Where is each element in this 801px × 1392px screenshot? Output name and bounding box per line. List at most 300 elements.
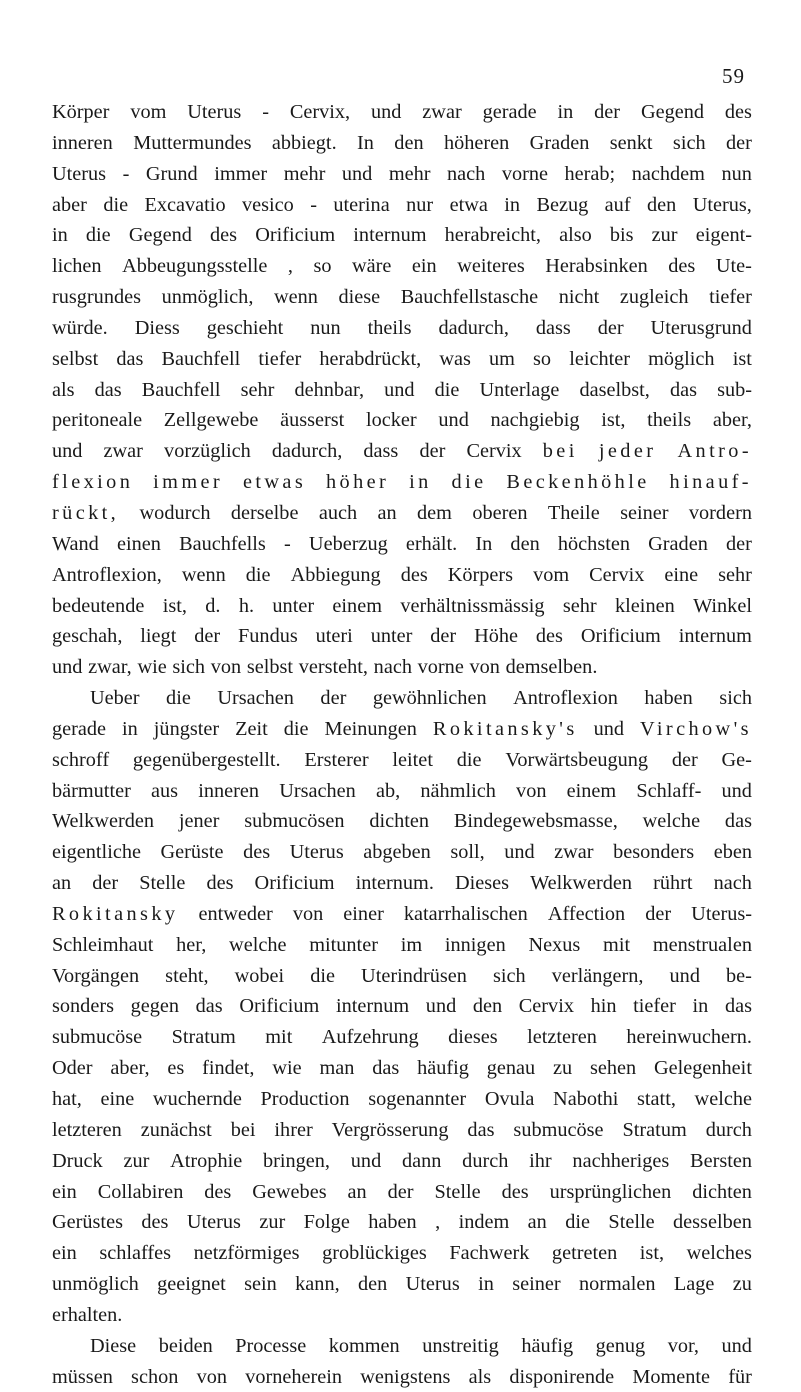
word: einer [343, 902, 384, 925]
word: der [725, 131, 752, 154]
text-line [52, 375, 752, 406]
word: sich [719, 687, 752, 710]
word: lichen [52, 255, 102, 278]
word: Gegend [640, 101, 705, 123]
word: Bezug [536, 193, 589, 216]
word: Uterindrüsen [361, 964, 467, 987]
word: nähmlich [420, 779, 496, 802]
word: inneren [52, 131, 113, 154]
word: des [204, 1180, 232, 1203]
word: auch [318, 501, 358, 524]
word: wodurch [139, 501, 211, 524]
word: von [469, 656, 500, 679]
word: und [721, 779, 752, 802]
word: der [671, 748, 698, 771]
word: und [371, 101, 402, 123]
word: zunächst [140, 1118, 212, 1141]
word: ursprünglichen [549, 1180, 672, 1203]
word: die [283, 717, 309, 740]
word: Gerüste [160, 841, 224, 864]
word: liegt [140, 625, 177, 648]
word: welche [229, 933, 287, 956]
word: haben [368, 1211, 417, 1234]
word: also [559, 224, 592, 247]
word: selbst [52, 347, 99, 370]
word: dadurch, [438, 316, 509, 339]
word: müssen [52, 1365, 113, 1388]
word: getreten [551, 1242, 618, 1265]
word: des [668, 255, 696, 278]
word: Fundus [238, 625, 298, 648]
word: häufig [521, 1334, 574, 1357]
word: wie [137, 656, 167, 679]
word: Orificium [254, 872, 335, 895]
word: ein [52, 1180, 77, 1203]
body-text [52, 97, 752, 1392]
word: wenn [181, 563, 226, 586]
word: mitunter [309, 933, 378, 956]
word: internum. [355, 872, 434, 895]
word: Vergrösserung [331, 1118, 449, 1141]
word: von [516, 779, 547, 802]
word: Stratum [622, 1118, 687, 1141]
word: Beckenhöhle [506, 471, 650, 494]
word: Atrophie [170, 1149, 243, 1172]
word: unmöglich [52, 1273, 139, 1296]
word: Orificium [255, 224, 336, 247]
word: uterina [333, 193, 390, 216]
word: Antroflexion, [52, 563, 162, 586]
word: höher [326, 471, 390, 494]
word: desselben [673, 1211, 752, 1234]
word: nachdem [631, 162, 705, 185]
word: bedeutende [52, 594, 145, 617]
word: uteri [315, 625, 353, 648]
word: Wand [52, 532, 99, 555]
word: netzförmiges [193, 1242, 300, 1265]
word: und [52, 656, 83, 679]
word: immer [214, 162, 268, 185]
text-line [52, 1146, 752, 1177]
word: statt, [637, 1088, 676, 1110]
word: das [195, 995, 223, 1018]
word: findet, [202, 1057, 255, 1080]
word: Vorwärtsbeugung [505, 748, 649, 771]
word: dichten [692, 1180, 752, 1203]
word: her, [176, 933, 207, 956]
word: Cervix, [289, 101, 351, 123]
word: zur [259, 1211, 286, 1234]
word: von [196, 1365, 227, 1388]
text-line [52, 190, 752, 221]
word: des [210, 224, 238, 247]
word: Stelle [139, 872, 186, 895]
word: Grund [145, 162, 198, 185]
word: daselbst, [579, 378, 650, 401]
word: durch [705, 1118, 752, 1141]
word: schroff [52, 748, 110, 771]
word: Fachwerk [449, 1242, 530, 1265]
text-line [52, 467, 752, 498]
word: Cervix [466, 440, 522, 463]
word: der [645, 902, 672, 925]
word: zwar [554, 841, 594, 864]
word: und [721, 1334, 752, 1357]
word: kleinen [615, 594, 675, 617]
word: Momente [632, 1365, 711, 1388]
word: würde. [52, 316, 108, 339]
word: erhält. [405, 532, 458, 555]
word: dichten [369, 810, 430, 833]
word: des [400, 563, 428, 586]
word: der [387, 1180, 414, 1203]
word: aus [151, 779, 179, 802]
word: zu [732, 1273, 752, 1296]
word: die [166, 687, 191, 710]
word: des [206, 872, 234, 895]
word: der [92, 872, 119, 895]
word: Gelegenheit [653, 1057, 752, 1080]
word: letzteren [52, 1118, 122, 1141]
word: schon [131, 1365, 179, 1388]
word: Uterus [52, 162, 107, 185]
word: internum [353, 224, 427, 247]
word: einem [566, 779, 617, 802]
word: Meinungen [324, 717, 417, 740]
word: Lage [673, 1273, 715, 1296]
text-line [52, 1177, 752, 1208]
word: tiefer [709, 286, 752, 309]
word: vordern [688, 501, 752, 524]
word: jener [178, 810, 220, 833]
word: sich [672, 131, 706, 154]
word: h. [238, 594, 255, 617]
word: der [194, 625, 221, 648]
word: nur [406, 193, 434, 216]
text-line [52, 1269, 752, 1300]
word: locker [366, 409, 417, 432]
word: hinauf- [669, 471, 752, 494]
word: und [425, 995, 457, 1018]
word: der [430, 625, 457, 648]
word: groblückiges [322, 1242, 427, 1265]
word: die [456, 748, 482, 771]
word: das [724, 995, 752, 1018]
word: nach [373, 656, 412, 679]
word: welche [694, 1088, 752, 1110]
word: sich [172, 656, 206, 679]
word: Uterus [186, 1211, 241, 1234]
text-line [52, 128, 752, 159]
word: rückt, [52, 501, 120, 524]
word: Diese [90, 1334, 137, 1357]
word: dass [535, 316, 571, 339]
word: Muttermundes [133, 131, 252, 154]
word: Processe [235, 1334, 307, 1357]
word: in [409, 471, 432, 494]
word: derselbe [230, 501, 299, 524]
text-line [52, 1331, 752, 1362]
word: den [646, 193, 677, 216]
word: soll, [450, 841, 485, 864]
text-line [52, 97, 752, 128]
word: immer [153, 471, 224, 494]
word: versteht, [298, 656, 368, 679]
word: leitet [392, 748, 433, 771]
word: - [310, 193, 317, 216]
word: kann, [295, 1273, 340, 1296]
word: sonders [52, 995, 114, 1018]
word: katarrhalischen [403, 902, 528, 925]
word: nachgiebig [490, 409, 580, 432]
word: und [384, 378, 415, 401]
word: Gerüstes [52, 1211, 123, 1234]
word: nicht [558, 286, 600, 309]
word: wenigstens [360, 1365, 451, 1388]
text-line [52, 1084, 752, 1115]
word: Bauchfell [141, 378, 221, 401]
word: menstrualen [652, 933, 752, 956]
word: die [565, 1211, 591, 1234]
word: und [350, 1149, 382, 1172]
word: bringen, [262, 1149, 331, 1172]
word: disponirende [509, 1365, 615, 1388]
word: die [451, 471, 487, 494]
word: gegen [130, 995, 180, 1018]
word: innigen [444, 933, 506, 956]
word: Ueberzug [308, 532, 388, 555]
word: internum [678, 625, 752, 648]
word: Uterus [187, 101, 242, 123]
word: Dieses [454, 872, 510, 895]
word: aber [52, 193, 87, 216]
word: was [439, 347, 471, 370]
word: Gewebes [252, 1180, 327, 1203]
word: seiner [512, 1273, 561, 1296]
word: häufig [417, 1057, 469, 1080]
word: unstreitig [422, 1334, 499, 1357]
word: einem [332, 594, 382, 617]
word: hereinwuchern. [626, 1026, 752, 1049]
word: um [489, 347, 515, 370]
word: das [669, 378, 697, 401]
word: Graden [648, 532, 708, 555]
word: jüngster [153, 717, 220, 740]
word: schlaffes [99, 1242, 172, 1265]
word: weiteres [457, 255, 525, 278]
word: man [319, 1057, 355, 1080]
text-line [52, 806, 752, 837]
word: inneren [198, 779, 260, 802]
word: besonders [613, 841, 695, 864]
word: bis [609, 224, 634, 247]
text-line [52, 282, 752, 313]
word: wuchernde [152, 1088, 242, 1110]
word: Ueber [90, 687, 140, 710]
word: verhältnissmässig [400, 594, 545, 617]
word: demselben. [505, 656, 598, 679]
text-line [52, 313, 752, 344]
word: In [357, 131, 374, 154]
word: mit [265, 1026, 293, 1049]
word: der [597, 316, 624, 339]
word: abgeben [363, 841, 431, 864]
word: Diess [134, 316, 180, 339]
word: durch [462, 1149, 509, 1172]
word: erhalten. [52, 1303, 123, 1326]
word: - [122, 162, 130, 185]
text-line [52, 652, 752, 683]
word: wenn [273, 286, 318, 309]
word: die [434, 378, 460, 401]
word: vorne [501, 162, 548, 185]
text-line [52, 837, 752, 868]
word: zugleich [619, 286, 689, 309]
word: Bauchfells [179, 532, 266, 555]
word: oberen [472, 501, 528, 524]
word: dehnbar, [294, 378, 365, 401]
word: es [167, 1057, 185, 1080]
word: im [400, 933, 423, 956]
word: in [122, 717, 138, 740]
word: theils [367, 316, 412, 339]
word: welche [642, 810, 701, 833]
word: Collabiren [97, 1180, 184, 1203]
word: sich [492, 964, 526, 987]
word: Welkwerden [530, 872, 633, 895]
word: Production [260, 1088, 350, 1110]
word: Rokitansky [52, 902, 179, 925]
word: sehr [240, 378, 275, 401]
word: für [728, 1365, 752, 1388]
word: aber, [110, 1057, 150, 1080]
text-line [52, 1022, 752, 1053]
text-line [52, 714, 752, 745]
word: die [85, 224, 111, 247]
word: peritoneale [52, 409, 143, 432]
word: In [475, 532, 493, 555]
word: submucösen [244, 810, 345, 833]
word: hin [590, 995, 617, 1018]
text-line [52, 344, 752, 375]
word: dadurch, [271, 440, 343, 463]
word: , [287, 255, 293, 278]
word: eine [100, 1088, 135, 1110]
word: Unterlage [479, 378, 560, 401]
word: Theile [547, 501, 600, 524]
word: eine [664, 563, 699, 586]
word: herab; [564, 162, 616, 185]
text-line [52, 1053, 752, 1084]
word: das [116, 347, 144, 370]
word: Uterusgrund [650, 316, 752, 339]
word: Nexus [528, 933, 581, 956]
text-line [52, 529, 752, 560]
word: Nabothi [553, 1088, 619, 1110]
word: Affection [547, 902, 626, 925]
word: tiefer [633, 995, 676, 1018]
word: wäre [352, 255, 392, 278]
word: wie [272, 1057, 302, 1080]
word: und [593, 717, 625, 740]
word: ein [52, 1242, 77, 1265]
word: des [501, 1180, 529, 1203]
word: in [52, 224, 68, 247]
word: bei [542, 440, 578, 463]
word: dem [417, 501, 452, 524]
word: herabreicht, [444, 224, 541, 247]
word: zu [552, 1057, 573, 1080]
word: ist [732, 347, 752, 370]
word: normalen [578, 1273, 656, 1296]
word: so [533, 347, 552, 370]
word: zur [123, 1149, 150, 1172]
word: dass [363, 440, 399, 463]
text-line [52, 991, 752, 1022]
word: nach [447, 162, 486, 185]
word: der [419, 440, 446, 463]
word: steht, [165, 964, 209, 987]
word: kommen [328, 1334, 400, 1357]
text-line [52, 621, 752, 652]
word: Excavatio [144, 193, 226, 216]
word: gegenübergestellt. [132, 748, 281, 771]
word: unter [370, 625, 413, 648]
word: tiefer [258, 347, 302, 370]
word: mehr [283, 162, 326, 185]
text-line [52, 405, 752, 436]
word: eben [713, 841, 752, 864]
word: mit [603, 933, 631, 956]
word: ihrer [274, 1118, 313, 1141]
word: geschieht [206, 316, 284, 339]
word: gewöhnlichen [372, 687, 487, 710]
text-line [52, 1300, 752, 1331]
word: submucöse [513, 1118, 604, 1141]
text-line [52, 745, 752, 776]
word: ist, [601, 409, 626, 432]
word: vesico [242, 193, 294, 216]
word: von [292, 902, 324, 925]
word: Uterus, [692, 193, 752, 216]
word: als [52, 378, 75, 401]
page-number: 59 [722, 64, 745, 88]
word: höheren [443, 131, 510, 154]
word: in [557, 101, 574, 123]
word: sehr [718, 563, 752, 586]
word: in [478, 1273, 494, 1296]
word: ist, [162, 594, 187, 617]
word: genau [486, 1057, 536, 1080]
word: herabdrückt, [319, 347, 422, 370]
word: abbiegt. [271, 131, 337, 154]
word: Zellgewebe [163, 409, 259, 432]
word: rusgrundes [52, 286, 141, 309]
word: vorne [417, 656, 464, 679]
word: nachheriges [572, 1149, 670, 1172]
word: vor, [667, 1334, 699, 1357]
word: das [94, 378, 122, 401]
word: so [313, 255, 332, 278]
word: Aufzehrung [321, 1026, 419, 1049]
word: eigent- [695, 224, 752, 247]
word: dieses [448, 1026, 498, 1049]
word: diese [338, 286, 381, 309]
text-line [52, 498, 752, 529]
word: an [347, 1180, 367, 1203]
word: Uterus- [691, 902, 752, 925]
word: welches [686, 1242, 752, 1265]
